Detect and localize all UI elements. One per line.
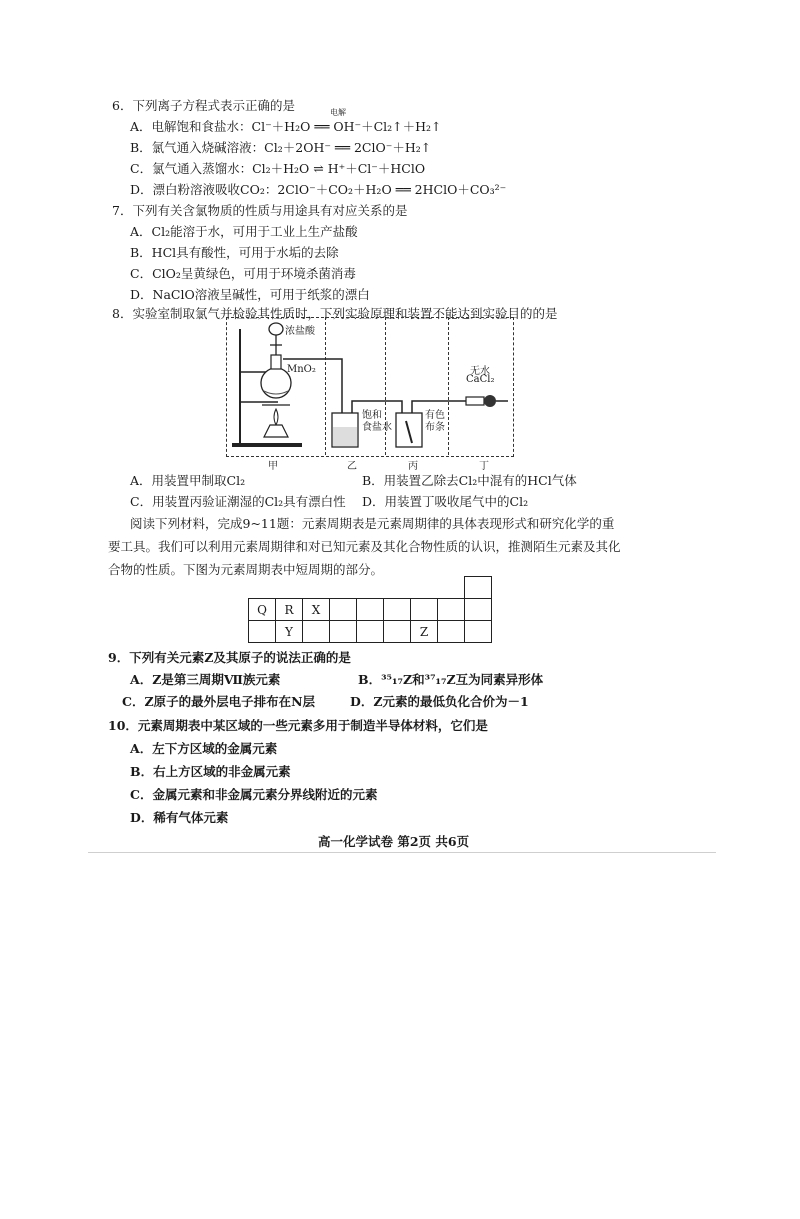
q10-option-c: C．金属元素和非金属元素分界线附近的元素	[130, 787, 378, 802]
pt-cell-blank	[249, 577, 276, 599]
pt-cell-blank	[438, 577, 465, 599]
label-brine-1: 饱和	[362, 410, 382, 421]
q9-option-b: B．³⁵₁₇Z和³⁷₁₇Z互为同素异形体	[358, 672, 544, 687]
periodic-table-fragment	[248, 576, 492, 643]
pt-cell-blank	[276, 577, 303, 599]
pt-cell	[357, 599, 384, 621]
q6-option-c: C．氯气通入蒸馏水：Cl₂＋H₂O ⇌ H⁺＋Cl⁻＋HClO	[130, 161, 426, 176]
pt-cell	[384, 621, 411, 643]
page-footer: 高一化学试卷 第2页 共6页	[318, 834, 470, 849]
pt-cell	[465, 599, 492, 621]
q7-option-b: B．HCl具有酸性，可用于水垢的去除	[130, 245, 339, 260]
pt-cell	[330, 621, 357, 643]
pt-cell	[438, 621, 465, 643]
pt-cell	[438, 599, 465, 621]
q10-option-a: A．左下方区域的金属元素	[130, 741, 278, 756]
pt-cell	[357, 621, 384, 643]
q7-stem: 7．下列有关含氯物质的性质与用途具有对应关系的是	[112, 203, 408, 218]
pt-cell-blank	[384, 577, 411, 599]
label-bing: 丙	[408, 461, 418, 472]
q9-stem: 9．下列有关元素Z及其原子的说法正确的是	[108, 650, 351, 665]
pt-cell	[384, 599, 411, 621]
flame-icon	[274, 409, 278, 425]
q9-option-a: A．Z是第三周期Ⅶ族元素	[130, 672, 281, 687]
pt-cell	[465, 621, 492, 643]
pt-cell-he	[465, 577, 492, 599]
q7-option-d: D．NaClO溶液呈碱性，可用于纸浆的漂白	[130, 287, 370, 302]
reading-line-2: 要工具。我们可以利用元素周期律和对已知元素及其化合物性质的认识，推测陌生元素及其化	[108, 539, 621, 554]
label-anhydrous: 无水	[470, 366, 490, 377]
pt-cell-blank	[303, 577, 330, 599]
q6-stem: 6．下列离子方程式表示正确的是	[112, 98, 295, 113]
reading-line-1: 阅读下列材料，完成9~11题：元素周期表是元素周期律的具体表现形式和研究化学的重	[130, 516, 615, 531]
label-yi: 乙	[347, 461, 357, 472]
q7-option-a: A．Cl₂能溶于水，可用于工业上生产盐酸	[130, 224, 358, 239]
drying-tube-bulb	[484, 395, 496, 407]
pt-cell-x: X	[303, 599, 330, 621]
pt-cell-y: Y	[276, 621, 303, 643]
pt-cell-blank	[357, 577, 384, 599]
pt-cell	[330, 599, 357, 621]
q8-option-a: A．用装置甲制取Cl₂	[130, 473, 246, 488]
q6-option-d: D．漂白粉溶液吸收CO₂：2ClO⁻＋CO₂＋H₂O ══ 2HClO＋CO₃²⁻	[130, 182, 507, 197]
pt-cell-blank	[330, 577, 357, 599]
q8-option-d: D．用装置丁吸收尾气中的Cl₂	[362, 494, 529, 509]
label-cloth-2: 布条	[425, 422, 445, 433]
q10-option-b: B．右上方区域的非金属元素	[130, 764, 291, 779]
label-cacl2: CaCl₂	[466, 374, 495, 385]
label-cloth-1: 有色	[425, 410, 445, 421]
label-brine-2: 食盐水	[362, 422, 392, 433]
q10-option-d: D．稀有气体元素	[130, 810, 229, 825]
pt-cell	[411, 599, 438, 621]
q9-option-c: C．Z原子的最外层电子排布在N层	[122, 694, 315, 709]
wash-bottle-liquid	[333, 427, 357, 446]
label-ding: 丁	[479, 461, 489, 472]
q7-option-c: C．ClO₂呈黄绿色，可用于环境杀菌消毒	[130, 266, 356, 281]
iron-stand-base	[232, 443, 302, 447]
alcohol-lamp	[264, 425, 288, 437]
q8-option-c: C．用装置丙验证潮湿的Cl₂具有漂白性	[130, 494, 346, 509]
q9-option-d: D．Z元素的最低负化合价为－1	[350, 694, 529, 709]
label-conc-hcl: 浓盐酸	[285, 326, 315, 337]
pt-cell-blank	[411, 577, 438, 599]
apparatus-diagram	[226, 317, 514, 457]
q10-stem: 10．元素周期表中某区域的一些元素多用于制造半导体材料，它们是	[108, 718, 488, 733]
q6-option-a: A．电解饱和食盐水：Cl⁻＋H₂O ══ OH⁻＋Cl₂↑＋H₂↑	[130, 119, 442, 134]
drying-tube	[466, 397, 484, 405]
reading-line-3: 合物的性质。下图为元素周期表中短周期的部分。	[108, 562, 384, 577]
q6-option-a-condition: 电解	[330, 108, 346, 117]
pt-cell	[303, 621, 330, 643]
label-mno2: MnO₂	[287, 364, 316, 375]
pt-cell	[249, 621, 276, 643]
pt-cell-q: Q	[249, 599, 276, 621]
q8-stem: 8．实验室制取氯气并检验其性质时，下列实验原理和装置不能达到实验目的的是	[112, 306, 558, 321]
dropping-funnel	[269, 323, 283, 335]
footer-divider	[88, 852, 716, 853]
label-jia: 甲	[268, 461, 278, 472]
q8-option-b: B．用装置乙除去Cl₂中混有的HCl气体	[362, 473, 577, 488]
pt-cell-z: Z	[411, 621, 438, 643]
pt-cell-r: R	[276, 599, 303, 621]
q6-option-b: B．氯气通入烧碱溶液：Cl₂＋2OH⁻ ══ 2ClO⁻＋H₂↑	[130, 140, 432, 155]
